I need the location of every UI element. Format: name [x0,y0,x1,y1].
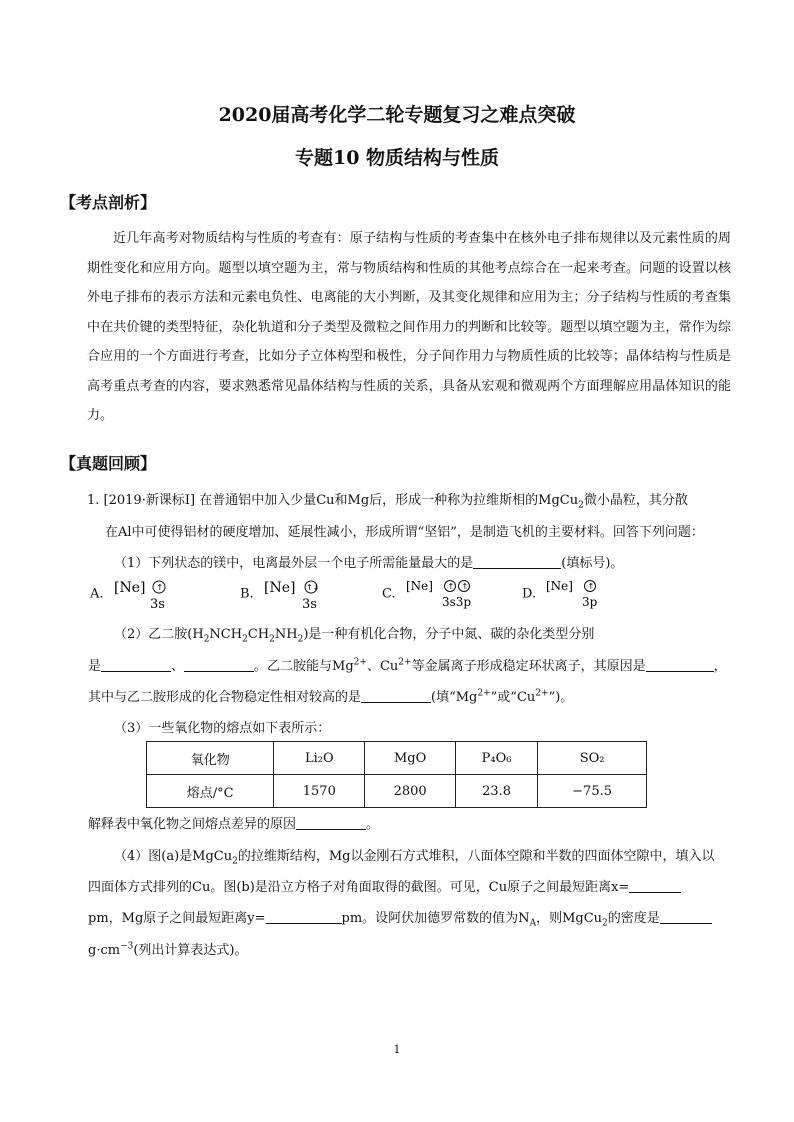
part-2-text-m: ”)。 [548,690,574,705]
part-2-text-k: (填“Mg [431,690,478,705]
part-4-text-f: ，则MgCu [536,911,603,926]
part-2-text-i: 等金属离子形成稳定环状离子，其原因是 [411,659,646,674]
answer-blank-4b[interactable] [266,909,342,924]
option-c[interactable] [382,577,484,611]
answer-blank-2c[interactable] [646,657,714,672]
option-b-orbitals: 3s [301,597,317,611]
table-cell: P₄O₆ [456,742,538,775]
sub-2: 2 [232,856,238,867]
part-2-punct: ， [713,659,727,674]
table-cell: Li₂O [274,742,365,775]
answer-blank-1[interactable] [473,554,561,569]
option-a-label: A. [90,586,104,602]
answer-blank-2b[interactable] [184,657,254,672]
question-1-stem-line2: 在Al中可使得铝材的硬度增加、延展性减小，形成所谓“坚铝”，是制造飞机的主要材料。回答下列问题： [105,525,704,540]
svg-text:↑: ↑ [447,582,454,591]
part-4-text-h: g·cm [88,943,121,958]
sup-2plus: 2+ [353,657,367,668]
table-cell: 1570 [274,775,365,808]
part-4-text-c: 四面体方式排列的Cu。图(b)是沿立方格子对角面取得的截图。可见，Cu原子之间最短距离x= [88,880,630,895]
part-2-text-a: （2）乙二胺(H [114,627,204,642]
option-b-core: [Ne] [263,580,296,596]
part-3-text: 解释表中氧化物之间熔点差异的原因 [88,817,297,832]
part-2-line1 [114,623,594,645]
orbital-diagram-b [262,577,322,611]
part-4-text-i: (列出计算表达式)。 [133,943,248,958]
sup-2plus: 2+ [398,657,412,668]
page-number: 1 [393,1043,401,1056]
table-cell: 熔点/°C [147,775,274,808]
option-b[interactable] [240,577,322,611]
part-2-text-b: NCH [209,627,243,642]
option-d-core: [Ne] [546,579,574,593]
table-cell: 氧化物 [147,742,274,775]
table-cell: 23.8 [456,775,538,808]
svg-text:↑↓: ↑↓ [305,583,320,592]
part-2-text-f: 是 [88,659,102,674]
question-source: [2019·新课标Ⅰ] [103,493,196,508]
sub-2: 2 [602,918,608,929]
sup-2plus: 2+ [535,688,549,699]
svg-text:↑: ↑ [156,583,163,592]
orbital-diagram-a [112,577,168,611]
part-4-text-d: pm，Mg原子之间最短距离y= [88,911,266,926]
option-d[interactable] [522,577,604,611]
part-2-line2 [88,655,727,674]
part-1-suffix: (填标号)。 [561,556,624,571]
table-cell: −75.5 [538,775,647,808]
option-c-core: [Ne] [405,579,433,593]
option-d-orbitals: 3p [582,595,598,609]
table-cell: MgO [365,742,456,775]
part-2-line3 [88,686,573,705]
option-a-orbitals: 3s [149,597,165,611]
svg-text:↑: ↑ [587,582,595,591]
sup-minus3: −3 [120,941,134,952]
question-1-stem-line1 [87,489,688,511]
part-2-text-l: ”或“Cu [490,690,536,705]
svg-text:↑: ↑ [461,582,468,591]
part-2-text-e: )是一种有机化合物，分子中氮、碳的杂化类型分别 [303,627,595,642]
part-4-line4 [88,939,248,958]
option-c-label: C. [382,586,396,602]
orbital-diagram-c [404,577,484,611]
part-4-text-b: 的拉维斯结构，Mg以金刚石方式堆积，八面体空隙和半数的四面体空隙中，填入以 [237,849,715,864]
answer-blank-4a[interactable] [629,878,681,893]
option-c-orbitals: 3s3p [441,595,471,609]
table-cell: SO₂ [538,742,647,775]
table-header-row [147,742,647,775]
part-2-text-g: 。乙二胺能与Mg [254,659,354,674]
melting-point-table [146,741,647,808]
answer-blank-3[interactable] [296,815,366,830]
intro-text: 近几年高考对物质结构与性质的考查有：原子结构与性质的考查集中在核外电子排布规律以及元素性质的周期性变化和应用方向。题型以填空题为主，常与物质结构和性质的其他考点综合在一起来考查。问题的设置以核外电子排布的表示方法和元素电负性、电离能的大小判断，及其变化规律和应用为主；分子结构与性质的考查集中在共价键的类型特征，杂化轨道和分子类型及微粒之间作用力的判断和比较等。题型以填空题为主，常作为综合应用的一个方面进行考查，比如分子立体构型和极性，分子间作用力与物质性质的比较等；晶体结构与性质是高考重点考查的内容，要求熟悉常见晶体结构与性质的关系，具备从宏观和微观两个方面理解应用晶体知识的能力。 [87,231,731,423]
part-3-prompt: （3）一些氧化物的熔点如下表所示： [114,721,331,736]
part-3-explain [88,813,379,832]
part-2-text-h: 、Cu [366,659,399,674]
table-cell: 2800 [365,775,456,808]
answer-blank-2a[interactable] [101,657,171,672]
answer-blank-4c[interactable] [660,909,712,924]
part-4-line2 [88,876,681,895]
part-4-text-e: pm。设阿伏加德罗常数的值为N [341,911,530,926]
part-2-text-d: NH [274,627,298,642]
option-a[interactable] [90,577,168,611]
answer-blank-2d[interactable] [361,688,431,703]
sub-2: 2 [297,634,304,645]
stem-sub: 2 [578,500,584,511]
question-number: 1. [87,493,100,508]
section-heading-review: 【真题回顾】 [60,454,157,473]
part-2-sep: 、 [171,659,185,674]
sub-2: 2 [269,634,275,645]
part-4-text-g: 的密度是 [607,911,660,926]
sup-2plus: 2+ [477,688,491,699]
part-2-text-j: 其中与乙二胺形成的化合物稳定性相对较高的是 [88,690,362,705]
option-d-label: D. [522,586,537,602]
part-1-prompt [114,552,623,571]
part-4-line1 [114,845,715,867]
part-2-text-c: CH [247,627,270,642]
page-subtitle: 专题10 物质结构与性质 [294,147,500,169]
stem-text-end: 微小晶粒，其分散 [583,493,688,508]
option-a-core: [Ne] [113,580,146,596]
part-4-text-a: （4）图(a)是MgCu [114,849,233,864]
part-4-line3 [88,907,712,929]
sub-2: 2 [203,634,210,645]
part-1-text: （1）下列状态的镁中，电离最外层一个电子所需能量最大的是 [114,556,474,571]
section-heading-analysis: 【考点剖析】 [60,193,157,212]
table-row [147,775,647,808]
period: 。 [366,817,380,832]
page-title: 2020届高考化学二轮专题复习之难点突破 [218,104,576,126]
option-b-label: B. [240,586,254,602]
intro-paragraph [87,224,731,431]
sub-2: 2 [242,634,248,645]
stem-text: 在普通铝中加入少量Cu和Mg后，形成一种称为拉维斯相的MgCu [199,493,579,508]
sub-A: A [529,918,537,929]
orbital-diagram-d [544,577,604,611]
